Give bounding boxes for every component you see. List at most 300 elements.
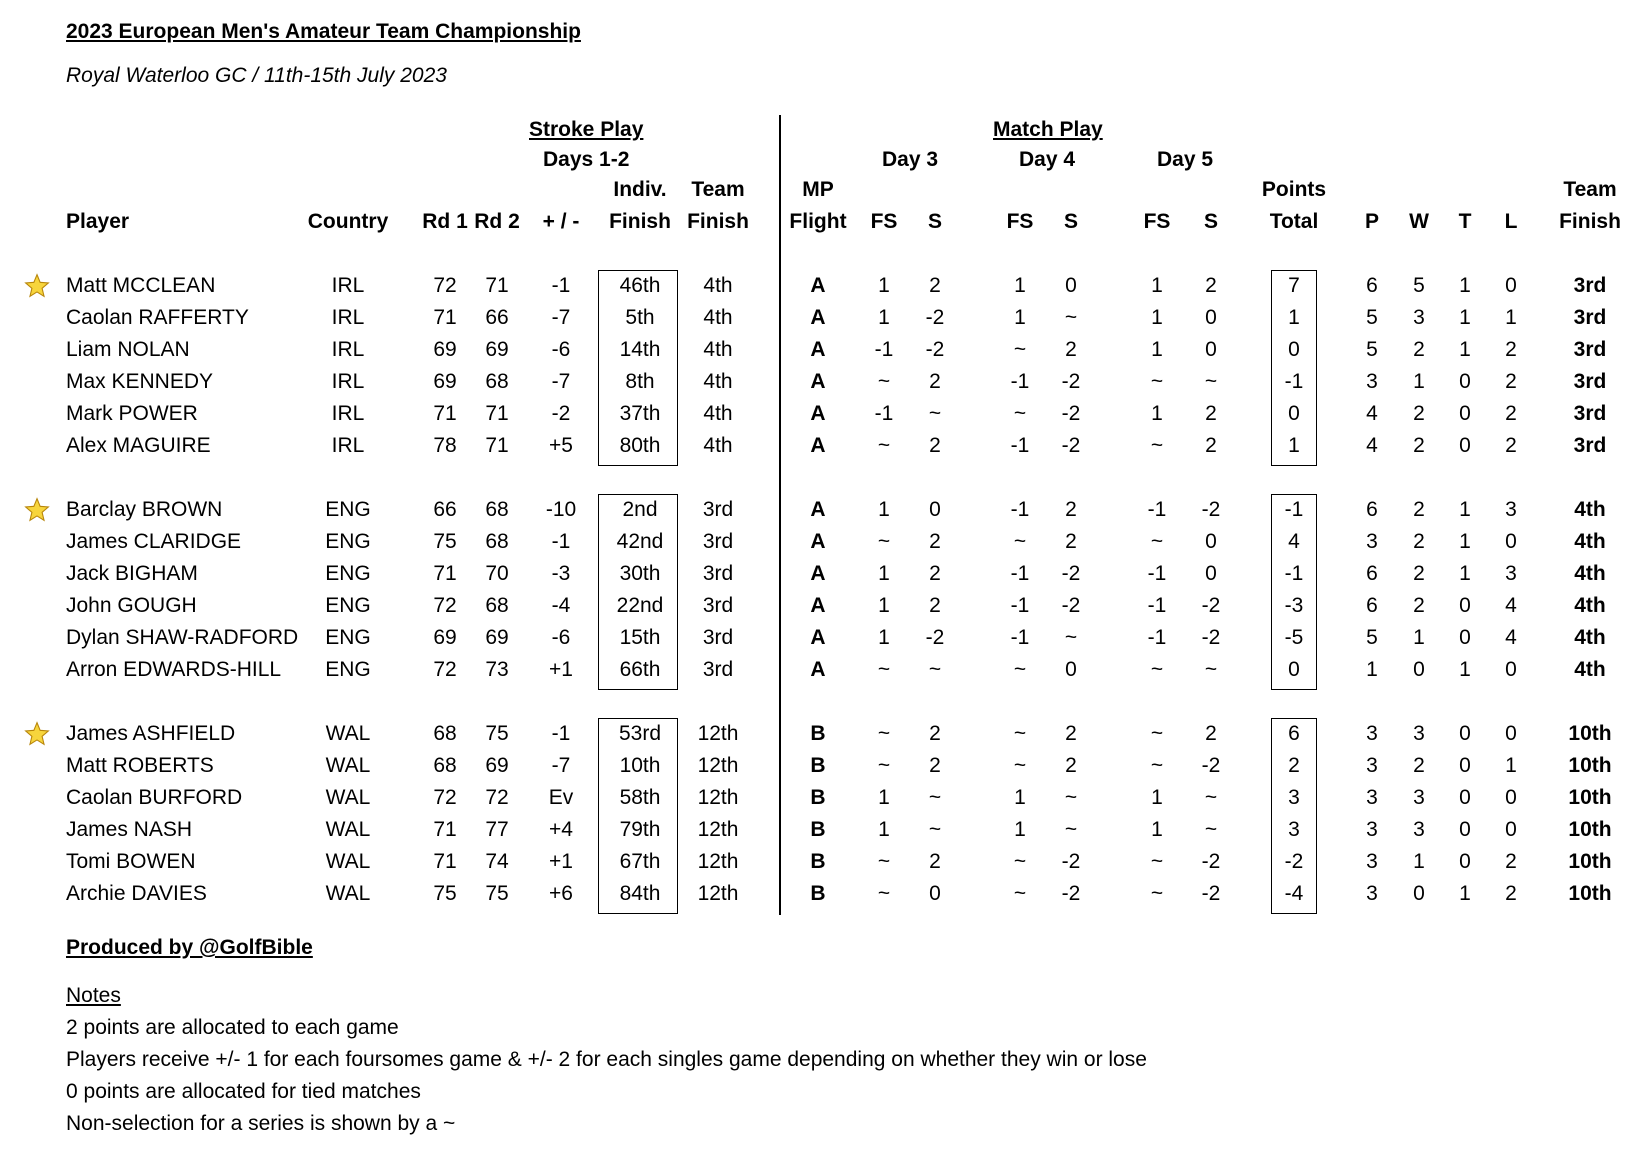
- cell-d5s: 0: [1205, 530, 1217, 553]
- team-finish-header: Team: [691, 178, 745, 201]
- cell-p: 6: [1366, 498, 1378, 521]
- cell-d5fs: ~: [1150, 370, 1164, 393]
- cell-country: ENG: [325, 562, 371, 585]
- cell-d5s: ~: [1204, 786, 1218, 809]
- points-total-header: Total: [1269, 210, 1319, 233]
- cell-d5fs: ~: [1150, 530, 1164, 553]
- cell-d4fs: ~: [1013, 850, 1027, 873]
- flight-header: Flight: [789, 210, 847, 233]
- cell-l: 3: [1505, 562, 1517, 585]
- cell-d3s: 2: [929, 274, 941, 297]
- cell-flight: B: [810, 882, 826, 905]
- cell-country: IRL: [331, 338, 365, 361]
- cell-d3fs: 1: [878, 594, 890, 617]
- cell-d4fs: 1: [1014, 818, 1026, 841]
- player-name: Tomi BOWEN: [66, 850, 196, 873]
- cell-indiv: 42nd: [616, 530, 664, 553]
- cell-points: -2: [1284, 850, 1304, 873]
- cell-l: 1: [1505, 754, 1517, 777]
- cell-w: 1: [1413, 626, 1425, 649]
- cell-finish: 10th: [1568, 818, 1612, 841]
- cell-flight: A: [810, 562, 826, 585]
- cell-flight: A: [810, 498, 826, 521]
- cell-pm: Ev: [548, 786, 574, 809]
- cell-country: IRL: [331, 306, 365, 329]
- cell-team: 4th: [703, 370, 733, 393]
- cell-d4fs: 1: [1014, 786, 1026, 809]
- cell-d3fs: -1: [874, 338, 894, 361]
- cell-pm: -7: [551, 370, 571, 393]
- cell-points: 7: [1288, 274, 1300, 297]
- team-finish-header-2: Finish: [687, 210, 749, 233]
- cell-w: 2: [1413, 754, 1425, 777]
- cell-country: WAL: [325, 882, 371, 905]
- notes-heading: Notes: [66, 984, 121, 1007]
- cell-flight: A: [810, 338, 826, 361]
- cell-rd1: 68: [433, 754, 457, 777]
- cell-team: 12th: [697, 754, 739, 777]
- cell-t: 1: [1459, 562, 1471, 585]
- cell-points: 0: [1288, 658, 1300, 681]
- cell-d4fs: ~: [1013, 402, 1027, 425]
- player-name: Matt ROBERTS: [66, 754, 214, 777]
- cell-pm: -1: [551, 530, 571, 553]
- cell-rd1: 72: [433, 594, 457, 617]
- cell-indiv: 67th: [619, 850, 661, 873]
- cell-d5fs: ~: [1150, 658, 1164, 681]
- cell-points: -4: [1284, 882, 1304, 905]
- cell-d4s: -2: [1061, 402, 1081, 425]
- cell-p: 4: [1366, 434, 1378, 457]
- cell-d5s: ~: [1204, 370, 1218, 393]
- cell-p: 6: [1366, 274, 1378, 297]
- cell-rd2: 75: [485, 882, 509, 905]
- cell-d5s: ~: [1204, 818, 1218, 841]
- cell-team: 12th: [697, 786, 739, 809]
- cell-p: 3: [1366, 882, 1378, 905]
- cell-indiv: 15th: [619, 626, 661, 649]
- cell-flight: A: [810, 594, 826, 617]
- cell-w: 2: [1413, 402, 1425, 425]
- cell-finish: 4th: [1574, 626, 1606, 649]
- cell-p: 4: [1366, 402, 1378, 425]
- captain-star-icon: [24, 721, 50, 747]
- cell-p: 6: [1366, 594, 1378, 617]
- cell-d3fs: 1: [878, 562, 890, 585]
- cell-p: 5: [1366, 306, 1378, 329]
- cell-d4fs: -1: [1010, 626, 1030, 649]
- cell-finish: 3rd: [1573, 274, 1607, 297]
- cell-team: 12th: [697, 722, 739, 745]
- cell-t: 0: [1459, 754, 1471, 777]
- cell-country: ENG: [325, 498, 371, 521]
- cell-w: 2: [1413, 530, 1425, 553]
- cell-points: -1: [1284, 498, 1304, 521]
- cell-d3s: 0: [929, 882, 941, 905]
- cell-pm: -7: [551, 754, 571, 777]
- cell-rd1: 71: [433, 850, 457, 873]
- cell-d4fs: 1: [1014, 306, 1026, 329]
- player-name: Caolan RAFFERTY: [66, 306, 249, 329]
- mp-header: MP: [802, 178, 834, 201]
- player-header: Player: [66, 210, 130, 233]
- day4-fs-header: FS: [1006, 210, 1034, 233]
- cell-d4s: 0: [1065, 274, 1077, 297]
- cell-l: 0: [1505, 274, 1517, 297]
- cell-rd1: 71: [433, 306, 457, 329]
- cell-rd1: 71: [433, 818, 457, 841]
- cell-d4fs: ~: [1013, 658, 1027, 681]
- player-name: Barclay BROWN: [66, 498, 223, 521]
- cell-points: 2: [1288, 754, 1300, 777]
- cell-team: 3rd: [702, 498, 734, 521]
- cell-d3s: -2: [925, 338, 945, 361]
- cell-d4s: 2: [1065, 530, 1077, 553]
- player-name: Archie DAVIES: [66, 882, 207, 905]
- cell-indiv: 58th: [619, 786, 661, 809]
- cell-d3s: 2: [929, 594, 941, 617]
- cell-rd1: 66: [433, 498, 457, 521]
- lost-header: L: [1504, 210, 1518, 233]
- cell-d3s: ~: [928, 818, 942, 841]
- cell-w: 0: [1413, 882, 1425, 905]
- cell-pm: +1: [549, 658, 573, 681]
- cell-d4fs: ~: [1013, 338, 1027, 361]
- cell-d5fs: ~: [1150, 722, 1164, 745]
- cell-t: 1: [1459, 274, 1471, 297]
- cell-p: 5: [1366, 338, 1378, 361]
- cell-finish: 3rd: [1573, 338, 1607, 361]
- cell-country: IRL: [331, 402, 365, 425]
- cell-d3fs: 1: [878, 306, 890, 329]
- cell-team: 3rd: [702, 562, 734, 585]
- cell-d3fs: ~: [877, 370, 891, 393]
- cell-indiv: 66th: [619, 658, 661, 681]
- cell-d4fs: -1: [1010, 370, 1030, 393]
- cell-d5s: -2: [1201, 498, 1221, 521]
- cell-d4s: 2: [1065, 338, 1077, 361]
- cell-team: 4th: [703, 338, 733, 361]
- day5-s-header: S: [1203, 210, 1219, 233]
- cell-rd1: 68: [433, 722, 457, 745]
- final-team-header: Team: [1563, 178, 1617, 201]
- player-name: Mark POWER: [66, 402, 198, 425]
- cell-flight: A: [810, 658, 826, 681]
- cell-d3s: -2: [925, 306, 945, 329]
- points-header: Points: [1261, 178, 1327, 201]
- cell-d5fs: ~: [1150, 434, 1164, 457]
- cell-d4s: ~: [1064, 786, 1078, 809]
- cell-rd2: 68: [485, 530, 509, 553]
- cell-country: ENG: [325, 658, 371, 681]
- cell-finish: 10th: [1568, 850, 1612, 873]
- cell-d3fs: 1: [878, 274, 890, 297]
- cell-rd2: 68: [485, 370, 509, 393]
- cell-t: 0: [1459, 850, 1471, 873]
- cell-indiv: 5th: [625, 306, 655, 329]
- day5-fs-header: FS: [1143, 210, 1171, 233]
- cell-d3s: ~: [928, 402, 942, 425]
- page-subtitle: Royal Waterloo GC / 11th-15th July 2023: [66, 64, 447, 87]
- cell-team: 12th: [697, 850, 739, 873]
- cell-t: 0: [1459, 722, 1471, 745]
- cell-rd1: 72: [433, 786, 457, 809]
- cell-d3fs: ~: [877, 658, 891, 681]
- cell-d4s: ~: [1064, 818, 1078, 841]
- cell-d3fs: 1: [878, 818, 890, 841]
- cell-indiv: 14th: [619, 338, 661, 361]
- cell-d3fs: 1: [878, 786, 890, 809]
- cell-rd1: 75: [433, 530, 457, 553]
- cell-team: 4th: [703, 274, 733, 297]
- cell-rd1: 69: [433, 626, 457, 649]
- cell-rd2: 69: [485, 754, 509, 777]
- cell-d3s: ~: [928, 786, 942, 809]
- cell-d3fs: 1: [878, 626, 890, 649]
- cell-pm: -6: [551, 626, 571, 649]
- cell-finish: 3rd: [1573, 402, 1607, 425]
- cell-flight: A: [810, 626, 826, 649]
- cell-rd2: 69: [485, 338, 509, 361]
- cell-rd2: 72: [485, 786, 509, 809]
- rd1-header: Rd 1: [422, 210, 468, 233]
- cell-t: 1: [1459, 306, 1471, 329]
- cell-l: 2: [1505, 434, 1517, 457]
- cell-w: 5: [1413, 274, 1425, 297]
- cell-d5s: 0: [1205, 338, 1217, 361]
- cell-points: 6: [1288, 722, 1300, 745]
- cell-t: 0: [1459, 370, 1471, 393]
- cell-points: 3: [1288, 818, 1300, 841]
- cell-team: 4th: [703, 434, 733, 457]
- note-line-2: Players receive +/- 1 for each foursomes game & +/- 2 for each singles game depending on whether they win or lose: [66, 1048, 1147, 1071]
- cell-d5fs: ~: [1150, 882, 1164, 905]
- cell-team: 4th: [703, 306, 733, 329]
- cell-d5fs: -1: [1147, 626, 1167, 649]
- cell-d4fs: ~: [1013, 722, 1027, 745]
- cell-d4s: 2: [1065, 722, 1077, 745]
- cell-d4s: -2: [1061, 434, 1081, 457]
- cell-finish: 4th: [1574, 658, 1606, 681]
- cell-d3fs: ~: [877, 722, 891, 745]
- cell-d3s: 2: [929, 850, 941, 873]
- cell-l: 2: [1505, 338, 1517, 361]
- cell-d3s: 2: [929, 370, 941, 393]
- cell-t: 0: [1459, 818, 1471, 841]
- player-name: Alex MAGUIRE: [66, 434, 211, 457]
- cell-l: 2: [1505, 882, 1517, 905]
- cell-l: 2: [1505, 402, 1517, 425]
- cell-pm: +5: [549, 434, 573, 457]
- cell-rd2: 74: [485, 850, 509, 873]
- cell-d5s: -2: [1201, 882, 1221, 905]
- cell-l: 2: [1505, 370, 1517, 393]
- player-name: Arron EDWARDS-HILL: [66, 658, 282, 681]
- cell-d4fs: -1: [1010, 594, 1030, 617]
- player-name: Liam NOLAN: [66, 338, 190, 361]
- cell-d4s: -2: [1061, 594, 1081, 617]
- cell-rd2: 71: [485, 434, 509, 457]
- cell-w: 2: [1413, 338, 1425, 361]
- cell-d3fs: ~: [877, 530, 891, 553]
- final-finish-header: Finish: [1559, 210, 1621, 233]
- cell-points: 0: [1288, 402, 1300, 425]
- cell-country: WAL: [325, 754, 371, 777]
- cell-d5s: 2: [1205, 402, 1217, 425]
- cell-d4s: -2: [1061, 562, 1081, 585]
- cell-w: 2: [1413, 498, 1425, 521]
- cell-p: 3: [1366, 818, 1378, 841]
- cell-t: 0: [1459, 626, 1471, 649]
- cell-w: 3: [1413, 306, 1425, 329]
- played-header: P: [1364, 210, 1380, 233]
- day4-header: Day 4: [1019, 148, 1076, 171]
- cell-d3fs: 1: [878, 498, 890, 521]
- cell-finish: 3rd: [1573, 370, 1607, 393]
- days-1-2-header: Days 1-2: [543, 148, 630, 171]
- rd2-header: Rd 2: [474, 210, 520, 233]
- cell-t: 1: [1459, 498, 1471, 521]
- cell-rd1: 75: [433, 882, 457, 905]
- cell-p: 6: [1366, 562, 1378, 585]
- cell-flight: A: [810, 530, 826, 553]
- cell-l: 1: [1505, 306, 1517, 329]
- cell-rd2: 70: [485, 562, 509, 585]
- cell-d5s: -2: [1201, 626, 1221, 649]
- cell-t: 1: [1459, 338, 1471, 361]
- stroke-play-header: Stroke Play: [529, 118, 644, 141]
- cell-rd1: 72: [433, 658, 457, 681]
- cell-points: 0: [1288, 338, 1300, 361]
- cell-pm: +6: [549, 882, 573, 905]
- cell-pm: -1: [551, 274, 571, 297]
- page-title: 2023 European Men's Amateur Team Championship: [66, 20, 581, 43]
- cell-team: 3rd: [702, 658, 734, 681]
- cell-p: 3: [1366, 850, 1378, 873]
- match-play-header: Match Play: [993, 118, 1103, 141]
- captain-star-icon: [24, 273, 50, 299]
- cell-w: 0: [1413, 658, 1425, 681]
- cell-rd2: 69: [485, 626, 509, 649]
- cell-l: 2: [1505, 850, 1517, 873]
- cell-d4fs: ~: [1013, 754, 1027, 777]
- cell-d3fs: ~: [877, 754, 891, 777]
- country-header: Country: [307, 210, 389, 233]
- cell-country: WAL: [325, 818, 371, 841]
- cell-d3s: 0: [929, 498, 941, 521]
- cell-pm: -4: [551, 594, 571, 617]
- cell-finish: 10th: [1568, 754, 1612, 777]
- player-name: Jack BIGHAM: [66, 562, 198, 585]
- cell-d4s: ~: [1064, 306, 1078, 329]
- cell-country: WAL: [325, 850, 371, 873]
- cell-w: 1: [1413, 370, 1425, 393]
- cell-w: 2: [1413, 562, 1425, 585]
- cell-d4fs: -1: [1010, 498, 1030, 521]
- day5-header: Day 5: [1157, 148, 1214, 171]
- cell-d4fs: ~: [1013, 530, 1027, 553]
- cell-pm: -7: [551, 306, 571, 329]
- cell-d5fs: ~: [1150, 754, 1164, 777]
- cell-d5fs: -1: [1147, 498, 1167, 521]
- cell-t: 0: [1459, 434, 1471, 457]
- cell-finish: 10th: [1568, 882, 1612, 905]
- cell-finish: 10th: [1568, 786, 1612, 809]
- player-name: Matt MCCLEAN: [66, 274, 216, 297]
- cell-flight: A: [810, 434, 826, 457]
- cell-rd2: 68: [485, 498, 509, 521]
- cell-rd1: 72: [433, 274, 457, 297]
- cell-indiv: 84th: [619, 882, 661, 905]
- cell-d4fs: 1: [1014, 274, 1026, 297]
- cell-d3fs: ~: [877, 434, 891, 457]
- cell-country: WAL: [325, 722, 371, 745]
- cell-d5fs: 1: [1151, 818, 1163, 841]
- player-name: James ASHFIELD: [66, 722, 236, 745]
- plus-minus-header: + / -: [542, 210, 580, 233]
- cell-d5fs: 1: [1151, 402, 1163, 425]
- cell-w: 2: [1413, 434, 1425, 457]
- cell-finish: 4th: [1574, 562, 1606, 585]
- cell-team: 12th: [697, 818, 739, 841]
- player-name: John GOUGH: [66, 594, 197, 617]
- note-line-3: 0 points are allocated for tied matches: [66, 1080, 421, 1103]
- note-line-4: Non-selection for a series is shown by a ~: [66, 1112, 456, 1135]
- cell-l: 0: [1505, 530, 1517, 553]
- cell-flight: A: [810, 274, 826, 297]
- cell-pm: +1: [549, 850, 573, 873]
- cell-finish: 4th: [1574, 594, 1606, 617]
- cell-indiv: 2nd: [622, 498, 658, 521]
- cell-d4s: 2: [1065, 498, 1077, 521]
- cell-pm: +4: [549, 818, 573, 841]
- cell-flight: B: [810, 818, 826, 841]
- cell-d5fs: ~: [1150, 850, 1164, 873]
- cell-p: 3: [1366, 754, 1378, 777]
- cell-d3fs: -1: [874, 402, 894, 425]
- cell-rd1: 69: [433, 370, 457, 393]
- cell-flight: B: [810, 850, 826, 873]
- cell-finish: 3rd: [1573, 434, 1607, 457]
- cell-team: 4th: [703, 402, 733, 425]
- cell-w: 3: [1413, 722, 1425, 745]
- cell-d4fs: -1: [1010, 562, 1030, 585]
- cell-indiv: 30th: [619, 562, 661, 585]
- cell-finish: 4th: [1574, 530, 1606, 553]
- cell-points: -3: [1284, 594, 1304, 617]
- cell-d3fs: ~: [877, 850, 891, 873]
- player-name: James NASH: [66, 818, 193, 841]
- captain-star-icon: [24, 497, 50, 523]
- cell-country: IRL: [331, 370, 365, 393]
- cell-d4s: 0: [1065, 658, 1077, 681]
- cell-d4s: -2: [1061, 370, 1081, 393]
- cell-flight: A: [810, 306, 826, 329]
- cell-rd1: 69: [433, 338, 457, 361]
- cell-rd2: 66: [485, 306, 509, 329]
- cell-d5s: 2: [1205, 722, 1217, 745]
- cell-w: 2: [1413, 594, 1425, 617]
- cell-finish: 3rd: [1573, 306, 1607, 329]
- cell-d5s: 0: [1205, 562, 1217, 585]
- cell-country: ENG: [325, 594, 371, 617]
- cell-rd2: 73: [485, 658, 509, 681]
- cell-l: 0: [1505, 818, 1517, 841]
- cell-d5fs: 1: [1151, 786, 1163, 809]
- cell-rd2: 71: [485, 402, 509, 425]
- cell-flight: B: [810, 722, 826, 745]
- cell-w: 3: [1413, 818, 1425, 841]
